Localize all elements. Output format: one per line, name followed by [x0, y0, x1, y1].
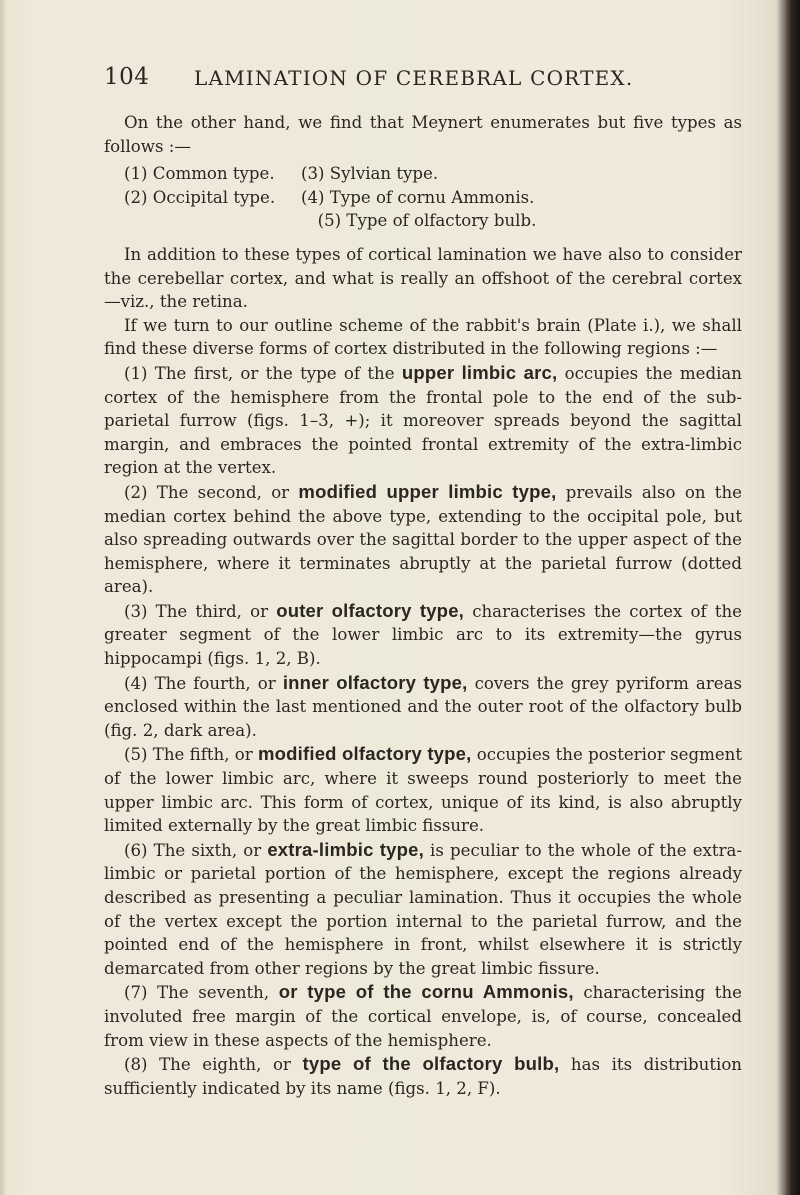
book-spine-shadow: [786, 0, 800, 1195]
region-5-paragraph: [104, 742, 742, 837]
list-item: [104, 162, 742, 186]
region-4-text: covers the grey pyriform areas enclosed within the last mentioned and the outer root of the olfactory bulb (fig. 2, dark area).: [104, 673, 742, 740]
region-5-lead: (5) The fifth, or: [124, 745, 258, 765]
intro-paragraph: On the other hand, we find that Meynert enumerates but five types as follows :—: [104, 113, 742, 156]
region-8-paragraph: [104, 1052, 742, 1100]
region-2-paragraph: [104, 480, 742, 599]
body-text: [104, 111, 742, 1100]
region-8-lead: (8) The eighth, or: [124, 1055, 303, 1075]
region-7-paragraph: [104, 980, 742, 1052]
outline-paragraph: If we turn to our outline scheme of the rabbit's brain (Plate i.), we shall find these diverse forms of cortex distributed in the following regions :—: [104, 315, 742, 359]
region-6-term: extra-limbic type,: [267, 838, 424, 860]
list-item: [104, 209, 742, 233]
region-6-text: is peculiar to the whole of the extra-limbic or parietal portion of the hemisphere, except the regions already described as presenting a peculiar lamination. Thus it occupies the whole of the vertex except the portion internal to the parietal furrow, and the pointed end of the hemisphere in front, whilst elsewhere it is strictly demarcated from other regions by the great limbic fissure.: [104, 840, 743, 978]
region-2-text: prevails also on the median cortex behind the above type, extending to the occipital pole, but also spreading outwards over the sagittal border to the upper aspect of the hemisphere, where it terminates abruptly at the parietal furrow (dotted area).: [104, 482, 742, 597]
list-item: [104, 186, 742, 210]
region-5-term: modified olfactory type,: [258, 743, 472, 765]
region-8-text: has its distribution sufficiently indicated by its name (figs. 1, 2, F).: [104, 1055, 742, 1098]
region-4-lead: (4) The fourth, or: [124, 673, 283, 693]
region-8-term: type of the olfactory bulb,: [302, 1053, 560, 1075]
addition-paragraph: In addition to these types of cortical lamination we have also to consider the cerebellar cortex, and what is really an offshoot of the cerebral cortex—viz., the retina.: [104, 244, 742, 312]
region-1-lead: (1) The first, or the type of the: [124, 363, 402, 383]
page-header: [104, 64, 744, 94]
region-2-term: modified upper limbic type,: [298, 480, 557, 502]
type-3: (3) Sylvian type.: [301, 164, 439, 184]
region-7-text: characterising the involuted free margin of the cortical envelope, is, of course, concealed from view in these aspects of the hemisphere.: [104, 983, 742, 1050]
region-7-lead: (7) The seventh,: [124, 983, 279, 1003]
region-6-lead: (6) The sixth, or: [124, 840, 268, 860]
type-1: (1) Common type.: [124, 164, 275, 184]
region-5-text: occupies the posterior segment of the lower limbic arc, where it sweeps round posteriorly to meet the upper limbic arc. This form of cortex, unique of its kind, is also abruptly limited externally by the great limbic fissure.: [104, 745, 743, 836]
running-head: LAMINATION OF CEREBRAL CORTEX.: [194, 66, 634, 90]
region-1-term: upper limbic arc,: [401, 361, 558, 383]
region-3-lead: (3) The third, or: [124, 601, 277, 621]
region-4-term: inner olfactory type,: [282, 671, 468, 693]
page-number: 104: [104, 64, 150, 90]
meynert-types-list: [104, 162, 742, 233]
region-3-text: characterises the cortex of the greater segment of the lower limbic arc to its extremity—the gyrus hippocampi (figs. 1, 2, B).: [104, 601, 743, 669]
region-7-term: or type of the cornu Ammonis,: [278, 981, 574, 1003]
region-3-paragraph: [104, 599, 742, 671]
region-2-lead: (2) The second, or: [124, 482, 299, 502]
type-5: (5) Type of olfactory bulb.: [317, 211, 537, 231]
region-1-text: occupies the median cortex of the hemisphere from the frontal pole to the end of the sub-parietal furrow (figs. 1–3, +); it moreover spreads beyond the sagittal margin, and embraces the pointed frontal extremity of the extra-limbic region at the vertex.: [104, 363, 742, 478]
region-4-paragraph: [104, 671, 742, 743]
type-4: (4) Type of cornu Ammonis.: [301, 187, 535, 207]
type-2: (2) Occipital type.: [124, 187, 276, 207]
region-6-paragraph: [104, 838, 742, 981]
region-1-paragraph: [104, 361, 742, 480]
page-left-edge: [0, 0, 6, 1195]
region-3-term: outer olfactory type,: [276, 599, 465, 621]
